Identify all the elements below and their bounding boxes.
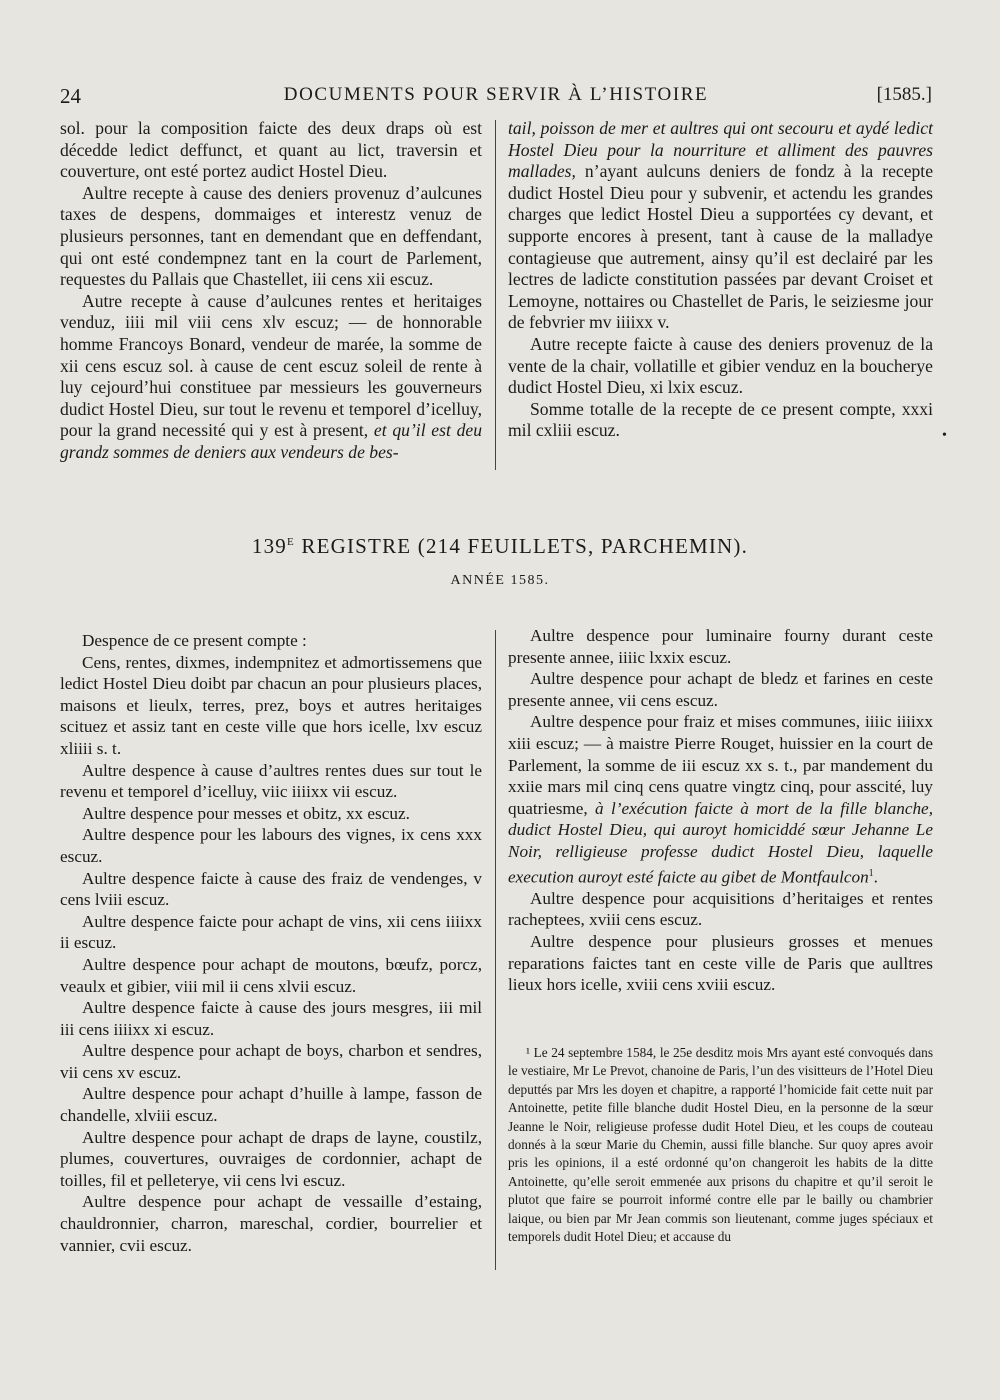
paragraph-italic-text: à l’exécution faicte à mort de la fille blanche, dudict Hostel Dieu, qui auroyt homiciddé sœur Jehanne Le Noir, relligieuse professe dudict Hostel Dieu, laquelle execution auroyt esté faicte au gibet de Montfaulcon [508,798,933,887]
paragraph: Aultre despence pour achapt d’huille à lampe, fasson de chandelle, xlviii escuz. [60,1084,482,1126]
paragraph: sol. pour la composition faicte des deux draps où est décedde ledict deffunct, et quant au lict, traversin et couverture, ont esté portez audict Hostel Dieu. [60,118,482,182]
paragraph: Aultre despence pour messes et obitz, xx escuz. [82,803,410,823]
top-right-column [508,118,933,442]
paragraph-text: n’ayant aulcuns deniers de fondz à la recepte dudict Hostel Dieu pour y subvenir, et actendu les grandes charges que ledict Hostel Dieu a supportées cy devant, et supporte encores à present, tant à cause de la malladye contagieuse que autrement, ainsy qu’il est declairé par les lectres de ladicte constitution passées par devant Croiset et Lemoyne, nottaires ou Chastellet de Paris, le seiziesme jour de febvrier mv iiiixx v. [508,161,933,333]
page-header [60,84,932,110]
paragraph-italic-text: et qu’il est deu grandz sommes de deniers aux vendeurs de bes- [60,420,482,462]
paragraph: Aultre despence pour acquisitions d’heritaiges et rentes racheptees, xviii cens escuz. [508,888,933,930]
paragraph: Aultre despence faicte pour achapt de vins, xii cens iiiixx ii escuz. [60,911,482,953]
paragraph: Autre recepte faicte à cause des deniers provenuz de la vente de la chair, vollatille et gibier venduz en la boucherye dudict Hostel Dieu, xi lxix escuz. [508,333,933,398]
paragraph: Aultre recepte à cause des deniers provenuz d’aulcunes taxes de despens, dommaiges et interestz venuz de plusieurs personnes, tant en demendant que en deffendant, qui ont esté condempnez tant en la court de Parlement, requestes du Pallais que Chastellet, iii cens xii escuz. [60,182,482,290]
paragraph [60,291,482,464]
paragraph: Aultre despence faicte à cause des fraiz de vendenges, v cens lviii escuz. [60,868,482,910]
paragraph: Aultre despence pour achapt de vessaille d’estaing, chauldronnier, charron, mareschal, cordier, bourrelier et vannier, cvii escuz. [60,1192,482,1255]
footnote-ref: 1 [868,867,874,879]
paragraph-text: Autre recepte à cause d’aulcunes rentes et heritaiges venduz, iiii mil viii cens xlv escuz; — de honnorable homme Francoys Bonard, vendeur de marée, la somme de xii cens escuz sol. à cause de cent escuz soleil de rente à luy cejourd’hui constituee par messieurs les gouverneurs dudict Hostel Dieu, sur tout le revenu et temporel d’icelluy, pour la grand necessité qui y est à present, [60,290,482,441]
paragraph: Aultre despence pour achapt de moutons, bœufz, porcz, veaulx et gibier, viii mil ii cens xlvii escuz. [60,954,482,996]
section-title-text: REGISTRE (214 FEUILLETS, PARCHEMIN). [294,534,749,558]
section-number: 139 [251,534,288,558]
paragraph: Despence de ce present compte : [82,631,307,650]
page-number: 24 [60,84,81,108]
paragraph: Somme totalle de la recepte de ce present compte, xxxi mil cxliii escuz. [508,398,933,441]
stray-mark: • [942,428,947,443]
paragraph: Aultre despence pour les labours des vignes, ix cens xxx escuz. [60,825,482,866]
paragraph: Aultre despence pour plusieurs grosses et menues reparations faictes tant en ceste ville de Paris que aulltres lieux hors icelle, xviii cens xviii escuz. [508,932,933,995]
column-divider [495,120,496,470]
bottom-right-column [508,625,933,996]
paragraph [508,118,933,334]
top-left-column [60,118,482,464]
paragraph: Aultre despence faicte à cause des jours mesgres, iii mil iii cens iiiixx xi escuz. [60,998,482,1039]
header-year: [1585.] [876,84,932,105]
paragraph: Aultre despence pour luminaire fourny durant ceste presente annee, iiiic lxxix escuz. [508,626,933,667]
footnote-text: ¹ Le 24 septembre 1584, le 25e desditz mois Mrs ayant esté convoqués dans le vestiaire, Mr Le Prevot, chanoine de Paris, l’un des visitteurs de l’Hotel Dieu deputtés par Mrs les doyen et chapitre, a rapporté l’homicide fait cette nuit par Antoinette, petite fille blanche dudit Hostel Dieu, en la personne de la sœur Jeanne le Noir, religieuse professe dudit Hotel Dieu, et les coups de couteau donnés à la sœur Marie du Chemin, aussi fille blanche. Sur quoy apres avoir pris les opinions, il a esté ordonné qu’on changeroit les habits de la ditte Antoinette, qu’elle seroit emmenée aux prisons du chapitre et qu’il seroit le plutot que faire se pourroit informé contre elle par le bailly ou chambrier laique, ou bien par Mr Jean commis son lieutenant, comme juges spéciaux et temporels dudit Hotel Dieu; et accause du [508,1045,933,1245]
paragraph: Aultre despence à cause d’aultres rentes dues sur tout le revenu et temporel d’icelluy, viic iiiixx vii escuz. [60,760,482,802]
running-title: DOCUMENTS POUR SERVIR À L’HISTOIRE [283,84,709,105]
section-number-suffix: E [287,536,295,548]
column-divider [495,630,496,1270]
paragraph-text: Aultre despence pour fraiz et mises communes, iiiic iiiixx xiii escuz; — à maistre Pierre Rouget, huissier en la court de Parlement, la somme de iii escuz xx s. t., par mandement du xxiie mars mil cinq cens quatre vingtz cinq, pour asscité, luy quatriesme, [508,712,933,818]
paragraph: Aultre despence pour achapt de bledz et farines en ceste presente annee, vii cens escuz. [508,669,933,710]
paragraph: Aultre despence pour achapt de draps de layne, coustilz, plumes, couvertures, ouvraiges de cordonnier, achapt de toilles, fil et pelleterye, vii cens lvi escuz. [60,1127,482,1190]
paragraph: Aultre despence pour achapt de boys, charbon et sendres, vii cens xv escuz. [60,1041,482,1082]
bottom-left-column [60,630,482,1256]
footnote [508,1044,933,1246]
paragraph: Aultre despence pour fraiz et mises communes, iiiic iiiixx xiii escuz; — à maistre Pierre Rouget, huissier en la court de Parlement, la somme de iii escuz xx s. t., par mandement du xxiie mars mil cinq cens quatre vingtz cinq, pour asscité, luy quatriesme, à l’exécution faicte à mort de la fille blanche, dudict Hostel Dieu, qui auroyt homiciddé sœur Jehanne Le Noir, relligieuse professe dudict Hostel Dieu, laquelle execution auroyt esté faicte au gibet de Montfaulcon$^1$. [508,712,933,887]
section-subtitle: ANNÉE 1585. [450,573,550,588]
paragraph: Cens, rentes, dixmes, indempnitez et admortissemens que ledict Hostel Dieu doibt par chacun an pour plusieurs places, maisons et lieulx, terres, prez, boys et autres heritaiges scituez et assiz tant en ceste ville que hors icelle, lxv escuz xliiii s. t. [60,652,482,758]
paragraph-italic-text: tail, poisson de mer et aultres qui ont secouru et aydé ledict Hostel Dieu pour la nourriture et alliment des pauvres mallades, [508,118,933,182]
section-title [0,534,1000,559]
